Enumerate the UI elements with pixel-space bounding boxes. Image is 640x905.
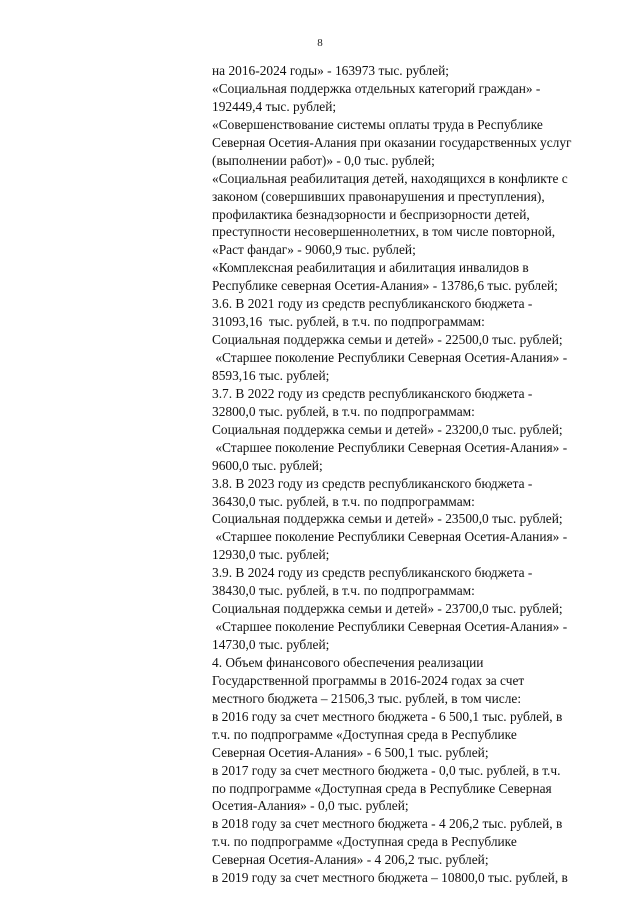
text-line: профилактика безнадзорности и беспризорности детей, [212, 206, 530, 222]
text-line: «Старшее поколение Республики Северная Осетия-Алания» - [212, 439, 568, 455]
text-line: 8593,16 тыс. рублей; [212, 367, 330, 383]
text-line: законом (совершивших правонарушения и преступления), [212, 188, 545, 204]
text-line: преступности несовершеннолетних, в том числе повторной, [212, 224, 556, 240]
text-line: 4. Объем финансового обеспечения реализации [212, 654, 484, 670]
text-line: в 2017 году за счет местного бюджета - 0,0 тыс. рублей, в т.ч. [212, 762, 561, 778]
text-line: (выполнении работ)» - 0,0 тыс. рублей; [212, 152, 435, 168]
text-line: 14730,0 тыс. рублей; [212, 637, 330, 652]
text-line: в 2018 году за счет местного бюджета - 4 206,2 тыс. рублей, в [212, 816, 563, 832]
text-line: 32800,0 тыс. рублей, в т.ч. по подпрограммам: [212, 403, 475, 419]
text-line: т.ч. по подпрограмме «Доступная среда в Республике [212, 726, 517, 742]
text-line: 9600,0 тыс. рублей; [212, 457, 323, 473]
text-line: в 2016 году за счет местного бюджета - 6 500,1 тыс. рублей, в [212, 708, 563, 724]
text-line: «Раст фандаг» - 9060,9 тыс. рублей; [212, 242, 416, 258]
text-line: 31093,16 тыс. рублей, в т.ч. по подпрограммам: [212, 314, 485, 330]
text-line: 3.8. В 2023 году из средств республиканского бюджета - [212, 475, 533, 491]
text-line: Социальная поддержка семьи и детей» - 23200,0 тыс. рублей; [212, 421, 563, 437]
text-line: Социальная поддержка семьи и детей» - 23500,0 тыс. рублей; [212, 511, 563, 527]
text-line: Социальная поддержка семьи и детей» - 22500,0 тыс. рублей; [212, 332, 563, 348]
text-line: Северная Осетия-Алания» - 6 500,1 тыс. рублей; [212, 744, 489, 760]
text-line: т.ч. по подпрограмме «Доступная среда в Республике [212, 834, 517, 850]
text-line: Социальная поддержка семьи и детей» - 23700,0 тыс. рублей; [212, 601, 563, 617]
text-line: на 2016-2024 годы» - 163973 тыс. рублей; [212, 63, 449, 78]
text-line: местного бюджета – 21506,3 тыс. рублей, в том числе: [212, 690, 522, 706]
text-line: «Старшее поколение Республики Северная Осетия-Алания» - [212, 529, 568, 545]
text-line: Северная Осетия-Алания» - 4 206,2 тыс. рублей; [212, 852, 489, 868]
text-line: 3.9. В 2024 году из средств республиканского бюджета - [212, 565, 533, 581]
text-line: «Комплексная реабилитация и абилитация инвалидов в [212, 260, 529, 276]
text-line: Осетия-Алания» - 0,0 тыс. рублей; [212, 798, 409, 814]
text-line: «Социальная реабилитация детей, находящихся в конфликте с [212, 170, 568, 186]
text-line: 38430,0 тыс. рублей, в т.ч. по подпрограммам: [212, 583, 475, 599]
text-line: 3.6. В 2021 году из средств республиканского бюджета - [212, 296, 533, 312]
text-line: 12930,0 тыс. рублей; [212, 547, 330, 563]
text-line: в 2019 году за счет местного бюджета – 10800,0 тыс. рублей, в [212, 870, 568, 886]
text-line: «Совершенствование системы оплаты труда в Республике [212, 116, 543, 132]
text-line: «Старшее поколение Республики Северная Осетия-Алания» - [212, 619, 568, 635]
text-line: по подпрограмме «Доступная среда в Республике Северная [212, 780, 552, 796]
text-line: Северная Осетия-Алания при оказании государственных услуг [212, 134, 572, 150]
text-line: «Социальная поддержка отдельных категорий граждан» - [212, 80, 541, 96]
text-line: 36430,0 тыс. рублей, в т.ч. по подпрограммам: [212, 493, 475, 509]
text-line: Республике северная Осетия-Алания» - 13786,6 тыс. рублей; [212, 278, 558, 294]
text-line: «Старшее поколение Республики Северная Осетия-Алания» - [212, 350, 568, 365]
document-body [212, 62, 622, 887]
text-line: 3.7. В 2022 году из средств республиканского бюджета - [212, 385, 533, 401]
text-line: 192449,4 тыс. рублей; [212, 98, 337, 114]
text-line: Государственной программы в 2016-2024 годах за счет [212, 672, 525, 688]
page-number: 8 [317, 37, 323, 49]
